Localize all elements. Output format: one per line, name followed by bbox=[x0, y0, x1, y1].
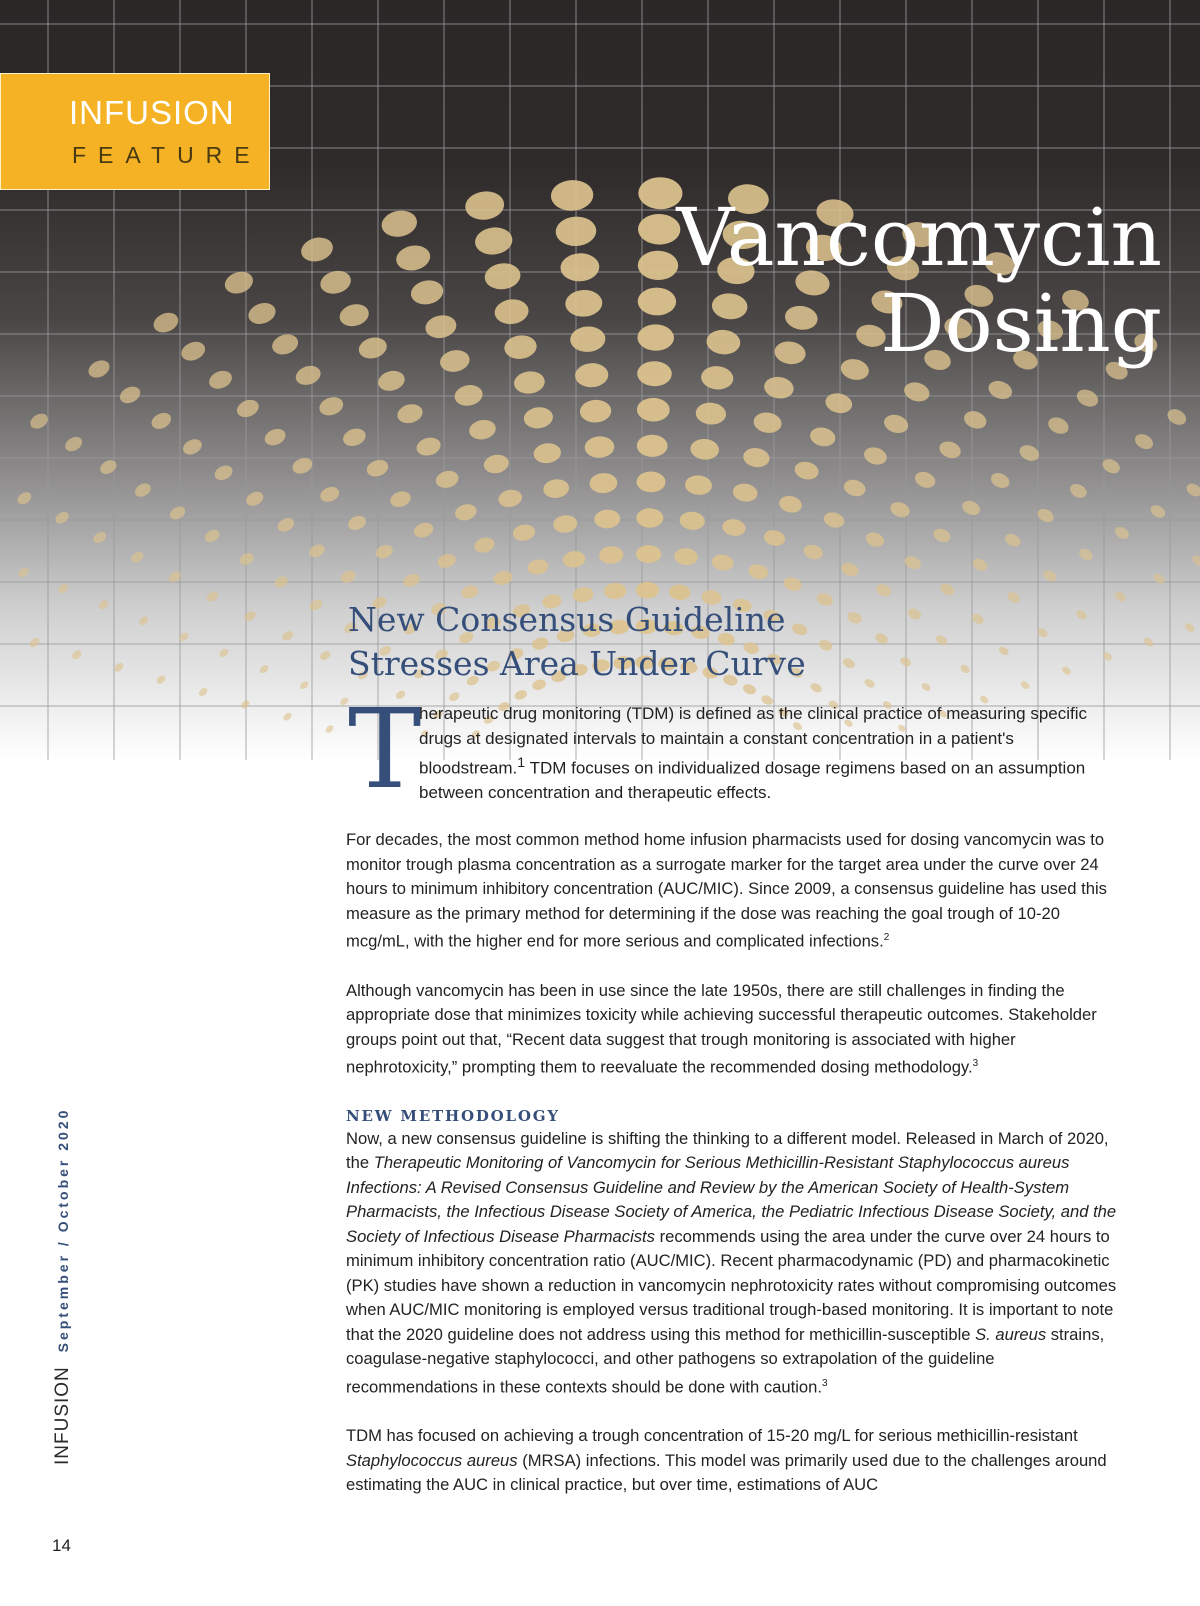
halftone-dot bbox=[1019, 679, 1031, 690]
halftone-dot bbox=[1060, 665, 1072, 677]
halftone-dot bbox=[318, 649, 332, 662]
halftone-dot bbox=[1074, 386, 1101, 410]
halftone-dot bbox=[808, 425, 837, 449]
p2-ref: 3 bbox=[972, 1058, 979, 1070]
halftone-dot bbox=[273, 574, 290, 590]
halftone-dot bbox=[293, 363, 323, 388]
halftone-dot bbox=[307, 542, 327, 560]
halftone-dot bbox=[497, 488, 524, 509]
halftone-dot bbox=[57, 582, 70, 595]
halftone-dot bbox=[533, 442, 563, 465]
subtitle-line-2: Stresses Area Under Curve bbox=[348, 644, 806, 683]
halftone-dot bbox=[603, 582, 626, 599]
p3-text-a: Now, a new consensus guideline is shifting the thinking to a different model. Released in March of 2020, the bbox=[346, 1128, 1109, 1173]
halftone-dot bbox=[464, 189, 506, 222]
halftone-dot bbox=[732, 482, 759, 503]
halftone-dot bbox=[91, 530, 108, 546]
halftone-dot bbox=[1152, 572, 1167, 586]
halftone-dot bbox=[365, 457, 391, 479]
halftone-dot bbox=[180, 436, 204, 457]
halftone-dot bbox=[206, 368, 234, 393]
halftone-dot bbox=[802, 543, 825, 562]
halftone-dot bbox=[1068, 481, 1089, 500]
halftone-dot bbox=[203, 527, 222, 544]
section-heading: NEW METHODOLOGY bbox=[346, 1106, 560, 1125]
halftone-dot bbox=[129, 550, 145, 565]
halftone-dot bbox=[28, 411, 51, 432]
halftone-dot bbox=[258, 664, 270, 675]
halftone-dot bbox=[436, 552, 458, 570]
halftone-dot bbox=[931, 526, 952, 545]
halftone-dot bbox=[570, 326, 606, 353]
halftone-dot bbox=[318, 484, 341, 504]
halftone-dot bbox=[281, 629, 295, 642]
halftone-dot bbox=[960, 498, 982, 518]
halftone-dot bbox=[1132, 431, 1155, 452]
halftone-dot bbox=[599, 546, 624, 565]
halftone-dot bbox=[938, 581, 956, 597]
p4-text-b: (MRSA) infections. This model was primarily used due to the challenges around estimating the AUC in clinical practice, but over time, estimations of AUC bbox=[346, 1450, 1107, 1495]
halftone-dot bbox=[747, 563, 770, 581]
article-body bbox=[346, 828, 1124, 1522]
halftone-dot bbox=[15, 490, 33, 507]
halftone-dot bbox=[395, 402, 424, 426]
p2-text: Although vancomycin has been in use since the late 1950s, there are still challenges in finding the appropriate dose that minimizes toxicity while achieving successful therapeutic outcomes. Stakeholder groups point out that, “Recent data suggest that trough monitoring is associated with higher nephrotoxicity,” prompting them to reevaluate the recommended dosing methodology. bbox=[346, 980, 1097, 1077]
halftone-dot bbox=[1077, 546, 1095, 562]
lead-paragraph bbox=[348, 685, 1128, 813]
halftone-dot bbox=[423, 313, 458, 341]
halftone-dot bbox=[415, 435, 443, 458]
badge-label: FEATURE bbox=[72, 142, 262, 168]
halftone-dot bbox=[552, 514, 578, 534]
p1-ref: 2 bbox=[883, 932, 890, 943]
p4-text-a: TDM has focused on achieving a trough concentration of 15-20 mg/L for serious methicillin-resistant bbox=[346, 1426, 1078, 1446]
halftone-dot bbox=[674, 547, 699, 566]
halftone-dot bbox=[695, 401, 727, 425]
halftone-dot bbox=[1142, 636, 1155, 648]
halftone-dot bbox=[560, 252, 600, 282]
drop-cap: T bbox=[348, 685, 422, 813]
halftone-dot bbox=[1148, 503, 1167, 521]
halftone-dot bbox=[341, 426, 368, 449]
halftone-dot bbox=[282, 711, 293, 722]
halftone-dot bbox=[473, 535, 496, 554]
halftone-dot bbox=[637, 287, 676, 315]
halftone-dot bbox=[550, 179, 594, 212]
halftone-dot bbox=[482, 453, 510, 476]
halftone-dot bbox=[218, 647, 230, 658]
paragraph-2 bbox=[346, 979, 1124, 1081]
halftone-dot bbox=[782, 575, 803, 593]
halftone-dot bbox=[493, 297, 530, 326]
halftone-dot bbox=[579, 399, 612, 423]
side-footer bbox=[52, 1108, 74, 1465]
halftone-dot bbox=[778, 494, 804, 515]
page-number: 14 bbox=[52, 1536, 71, 1555]
halftone-dot bbox=[453, 383, 485, 408]
halftone-dot bbox=[1046, 414, 1072, 437]
p4-species: Staphylococcus aureus bbox=[346, 1450, 518, 1470]
halftone-dot bbox=[97, 598, 110, 611]
halftone-dot bbox=[234, 397, 261, 421]
halftone-dot bbox=[839, 560, 860, 578]
halftone-dot bbox=[133, 481, 154, 500]
halftone-dot bbox=[842, 477, 868, 498]
halftone-dot bbox=[346, 513, 368, 532]
magazine-logo: INFUSION bbox=[52, 1366, 73, 1465]
p3-text-c: strains, coagulase-negative staphylococci, and other pathogens so extrapolation of the guideline recommendations in these contexts should be done with caution. bbox=[346, 1324, 1105, 1397]
halftone-dot bbox=[589, 472, 618, 493]
halftone-dot bbox=[388, 489, 412, 510]
halftone-dot bbox=[434, 468, 460, 490]
halftone-dot bbox=[448, 691, 461, 703]
halftone-dot bbox=[742, 446, 771, 469]
halftone-dot bbox=[1183, 621, 1196, 633]
halftone-dot bbox=[246, 300, 279, 328]
halftone-dot bbox=[86, 357, 113, 381]
halftone-dot bbox=[636, 545, 661, 563]
halftone-dot bbox=[997, 645, 1010, 657]
halftone-dot bbox=[1184, 481, 1200, 499]
halftone-dot bbox=[793, 459, 820, 481]
halftone-dot bbox=[212, 463, 235, 483]
halftone-dot bbox=[149, 410, 174, 432]
halftone-dot bbox=[1113, 524, 1131, 541]
halftone-dot bbox=[70, 649, 83, 662]
halftone-dot bbox=[1006, 590, 1022, 605]
halftone-dot bbox=[299, 680, 310, 691]
halftone-dot bbox=[503, 334, 538, 361]
halftone-dot bbox=[822, 510, 846, 530]
halftone-dot bbox=[959, 663, 971, 675]
halftone-dot bbox=[888, 500, 912, 520]
lead-text-a: herapeutic drug monitoring (TDM) is defined as the clinical practice of measuring specific drugs at designated intervals to maintain a constant concentration in a patient's bloodstream. bbox=[419, 704, 1088, 778]
halftone-dot bbox=[874, 582, 893, 599]
halftone-dot bbox=[409, 278, 445, 307]
halftone-dot bbox=[205, 589, 220, 603]
halftone-dot bbox=[711, 553, 735, 572]
halftone-dot bbox=[636, 582, 659, 599]
halftone-dot bbox=[526, 558, 549, 576]
feature-badge bbox=[0, 73, 270, 190]
article-subtitle bbox=[348, 598, 948, 686]
halftone-dot bbox=[1113, 590, 1127, 604]
halftone-dot bbox=[151, 309, 182, 336]
halftone-dot bbox=[98, 457, 119, 476]
halftone-dot bbox=[474, 225, 514, 256]
halftone-dot bbox=[197, 686, 209, 698]
halftone-dot bbox=[178, 338, 207, 364]
halftone-dot bbox=[513, 370, 546, 396]
paragraph-4 bbox=[346, 1424, 1124, 1498]
halftone-dot bbox=[16, 566, 30, 579]
halftone-dot bbox=[468, 418, 498, 442]
halftone-dot bbox=[511, 523, 536, 543]
halftone-dot bbox=[155, 674, 167, 686]
halftone-dot bbox=[513, 688, 528, 701]
halftone-dot bbox=[555, 216, 597, 247]
halftone-dot bbox=[117, 383, 143, 406]
halftone-dot bbox=[137, 615, 150, 627]
halftone-dot bbox=[679, 511, 706, 531]
halftone-dot bbox=[262, 426, 288, 448]
halftone-dot bbox=[356, 335, 389, 362]
halftone-dot bbox=[1165, 406, 1189, 428]
halftone-dot bbox=[1101, 651, 1113, 663]
halftone-dot bbox=[989, 470, 1012, 491]
page-title bbox=[676, 191, 1162, 370]
halftone-dot bbox=[28, 636, 41, 649]
halftone-dot bbox=[394, 243, 432, 274]
halftone-dot bbox=[269, 331, 300, 358]
halftone-dot bbox=[243, 609, 258, 623]
halftone-dot bbox=[824, 391, 855, 416]
paragraph-1 bbox=[346, 828, 1124, 954]
halftone-dot bbox=[562, 550, 586, 569]
halftone-dot bbox=[636, 508, 663, 528]
badge-brand: INFUSION bbox=[69, 94, 235, 131]
halftone-dot bbox=[762, 528, 786, 548]
lead-text-b: TDM focuses on individualized dosage regimens based on an assumption between concentration and therapeutic effects. bbox=[419, 758, 1086, 803]
halftone-dot bbox=[913, 469, 938, 490]
halftone-dot bbox=[376, 368, 407, 394]
lead-text bbox=[419, 702, 1119, 806]
halftone-dot bbox=[594, 509, 621, 529]
p3-ref: 3 bbox=[821, 1377, 828, 1389]
title-line-1: Vancomycin bbox=[676, 191, 1162, 284]
halftone-dot bbox=[862, 445, 889, 468]
halftone-dot bbox=[1190, 553, 1200, 568]
issue-date: September / October 2020 bbox=[55, 1107, 71, 1353]
p3-species: S. aureus bbox=[975, 1324, 1047, 1344]
halftone-dot bbox=[523, 406, 555, 430]
halftone-dot bbox=[412, 520, 435, 540]
halftone-dot bbox=[244, 489, 266, 508]
p3-text-b: recommends using the area under the curve over 24 hours to minimum inhibitory concentration ratio (AUC/MIC). Recent pharmacodynamic (PD) and pharmacokinetic (PK) studies have shown a reduction in vancomycin nephrotoxicity rates without compromising outcomes when AUC/MIC monitoring is employed versus traditional trough-based monitoring. It is important to note that the 2020 guideline does not address using this method for methicillin-susceptible bbox=[346, 1226, 1117, 1344]
halftone-dot bbox=[53, 510, 71, 527]
halftone-dot bbox=[275, 516, 296, 535]
halftone-dot bbox=[317, 394, 346, 418]
subtitle-line-1: New Consensus Guideline bbox=[348, 600, 786, 639]
halftone-dot bbox=[483, 261, 522, 291]
halftone-dot bbox=[542, 478, 570, 500]
halftone-dot bbox=[374, 543, 395, 561]
halftone-dot bbox=[962, 408, 989, 432]
halftone-dot bbox=[402, 572, 422, 589]
lead-ref: 1 bbox=[517, 755, 526, 771]
p3-guideline-title: Therapeutic Monitoring of Vancomycin for Serious Methicillin-Resistant Staphylococcus aureus Infections: A Revised Consensus Guideline and Review by the American Society of Health-System Pharmacists, the Infectious Disease Society of America, the Pediatric Infectious Disease Society, and the Society of Infectious Disease Pharmacists bbox=[346, 1153, 1117, 1246]
halftone-dot bbox=[752, 411, 783, 435]
halftone-dot bbox=[1075, 608, 1089, 621]
halftone-dot bbox=[337, 301, 371, 329]
halftone-dot bbox=[1003, 531, 1023, 549]
halftone-dot bbox=[63, 434, 85, 454]
halftone-dot bbox=[565, 289, 603, 317]
halftone-dot bbox=[379, 208, 419, 240]
halftone-dot bbox=[636, 471, 665, 492]
halftone-dot bbox=[298, 234, 335, 265]
title-line-2: Dosing bbox=[880, 277, 1162, 370]
halftone-dot bbox=[971, 556, 990, 573]
p1-text: For decades, the most common method home infusion pharmacists used for dosing vancomycin was to monitor trough plasma concentration as a surrogate marker for the target area under the curve over 24 hours to minimum inhibitory concentration (AUC/MIC). Since 2009, a consensus guideline has used this measure as the primary method for determining if the dose was reaching the goal trough of 10-20 mcg/mL, with the higher end for more serious and complicated infections. bbox=[346, 830, 1107, 951]
halftone-dot bbox=[584, 436, 615, 459]
halftone-dot bbox=[308, 597, 325, 612]
halftone-dot bbox=[438, 348, 471, 375]
halftone-dot bbox=[324, 724, 335, 735]
halftone-dot bbox=[986, 378, 1015, 403]
halftone-dot bbox=[638, 250, 679, 280]
halftone-dot bbox=[700, 365, 734, 391]
halftone-dot bbox=[574, 362, 608, 388]
halftone-dot bbox=[864, 530, 886, 549]
paragraph-3 bbox=[346, 1127, 1124, 1400]
halftone-dot bbox=[638, 214, 681, 245]
